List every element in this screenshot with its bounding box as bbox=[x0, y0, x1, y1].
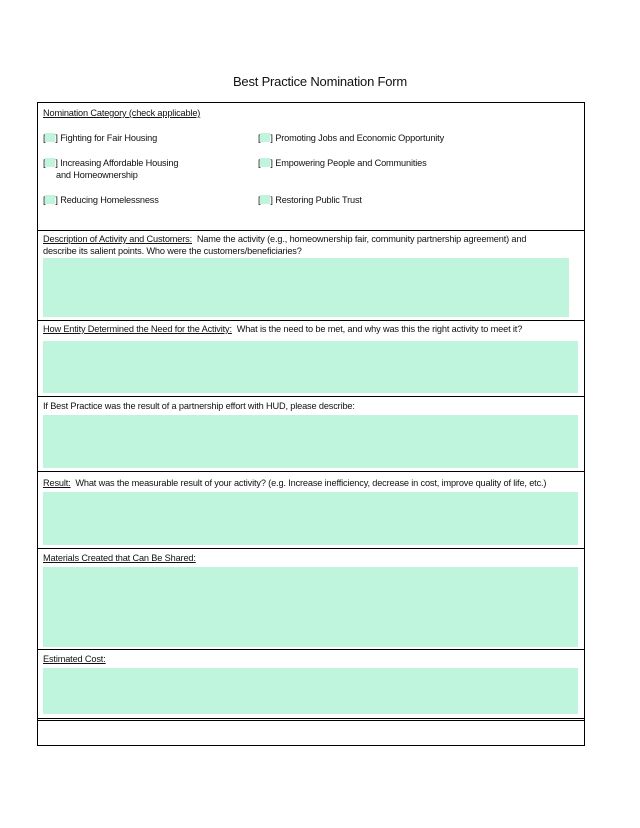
result-label bbox=[43, 477, 546, 489]
description-field[interactable] bbox=[43, 258, 569, 317]
checkbox-label: Reducing Homelessness bbox=[60, 195, 159, 205]
materials-section bbox=[38, 549, 584, 650]
partnership-prompt: If Best Practice was the result of a partnership effort with HUD, please describe: bbox=[43, 401, 355, 411]
checkbox-field[interactable] bbox=[260, 158, 273, 168]
bracket-open: [ bbox=[258, 133, 261, 143]
category-section bbox=[38, 103, 584, 231]
description-heading: Description of Activity and Customers: bbox=[43, 234, 193, 244]
result-heading: Result: bbox=[43, 478, 71, 488]
nomination-form bbox=[37, 102, 585, 746]
cost-section bbox=[38, 650, 584, 721]
materials-field[interactable] bbox=[43, 567, 578, 647]
need-section bbox=[38, 321, 584, 397]
checkbox-field[interactable] bbox=[45, 158, 58, 168]
need-field[interactable] bbox=[43, 341, 578, 393]
description-prompt-line2: describe its salient points. Who were the customers/beneficiaries? bbox=[43, 246, 302, 256]
bracket-open: [ bbox=[258, 158, 261, 168]
bracket-close: ] bbox=[55, 195, 58, 205]
checkbox-label: Empowering People and Communities bbox=[275, 158, 427, 168]
checkbox-field[interactable] bbox=[260, 195, 273, 205]
bracket-open: [ bbox=[43, 133, 46, 143]
checkbox-empowering-people[interactable] bbox=[258, 157, 427, 169]
result-section bbox=[38, 472, 584, 549]
need-heading: How Entity Determined the Need for the Activity: bbox=[43, 324, 232, 334]
bracket-open: [ bbox=[43, 158, 46, 168]
checkbox-fair-housing[interactable] bbox=[43, 132, 157, 144]
checkbox-public-trust[interactable] bbox=[258, 194, 362, 206]
bracket-close: ] bbox=[270, 133, 273, 143]
checkbox-label-continued: and Homeownership bbox=[56, 170, 138, 180]
bracket-close: ] bbox=[270, 158, 273, 168]
checkbox-homelessness[interactable] bbox=[43, 194, 159, 206]
description-section bbox=[38, 231, 584, 321]
materials-heading: Materials Created that Can Be Shared: bbox=[43, 553, 196, 563]
partnership-field[interactable] bbox=[43, 415, 578, 468]
need-label bbox=[43, 323, 522, 335]
description-label bbox=[43, 233, 526, 245]
result-prompt: What was the measurable result of your activity? (e.g. Increase inefficiency, decrease in cost, improve quality of life, etc.) bbox=[75, 478, 547, 488]
cost-field[interactable] bbox=[43, 668, 578, 714]
bracket-close: ] bbox=[270, 195, 273, 205]
empty-row bbox=[38, 721, 584, 745]
checkbox-affordable-housing[interactable] bbox=[43, 157, 178, 169]
bracket-close: ] bbox=[55, 158, 58, 168]
checkbox-label: Restoring Public Trust bbox=[275, 195, 362, 205]
checkbox-field[interactable] bbox=[260, 133, 273, 143]
checkbox-jobs-economic[interactable] bbox=[258, 132, 444, 144]
result-field[interactable] bbox=[43, 492, 578, 545]
checkbox-label: Promoting Jobs and Economic Opportunity bbox=[275, 133, 445, 143]
checkbox-field[interactable] bbox=[45, 195, 58, 205]
partnership-section bbox=[38, 397, 584, 472]
bracket-open: [ bbox=[258, 195, 261, 205]
checkbox-label: Fighting for Fair Housing bbox=[60, 133, 158, 143]
bracket-close: ] bbox=[55, 133, 58, 143]
category-heading: Nomination Category (check applicable) bbox=[43, 108, 201, 118]
checkbox-field[interactable] bbox=[45, 133, 58, 143]
checkbox-label: Increasing Affordable Housing bbox=[60, 158, 179, 168]
cost-heading: Estimated Cost: bbox=[43, 654, 106, 664]
bracket-open: [ bbox=[43, 195, 46, 205]
page-title: Best Practice Nomination Form bbox=[232, 74, 408, 89]
description-prompt: Name the activity (e.g., homeownership fair, community partnership agreement) and bbox=[196, 234, 527, 244]
need-prompt: What is the need to be met, and why was this the right activity to meet it? bbox=[236, 324, 523, 334]
